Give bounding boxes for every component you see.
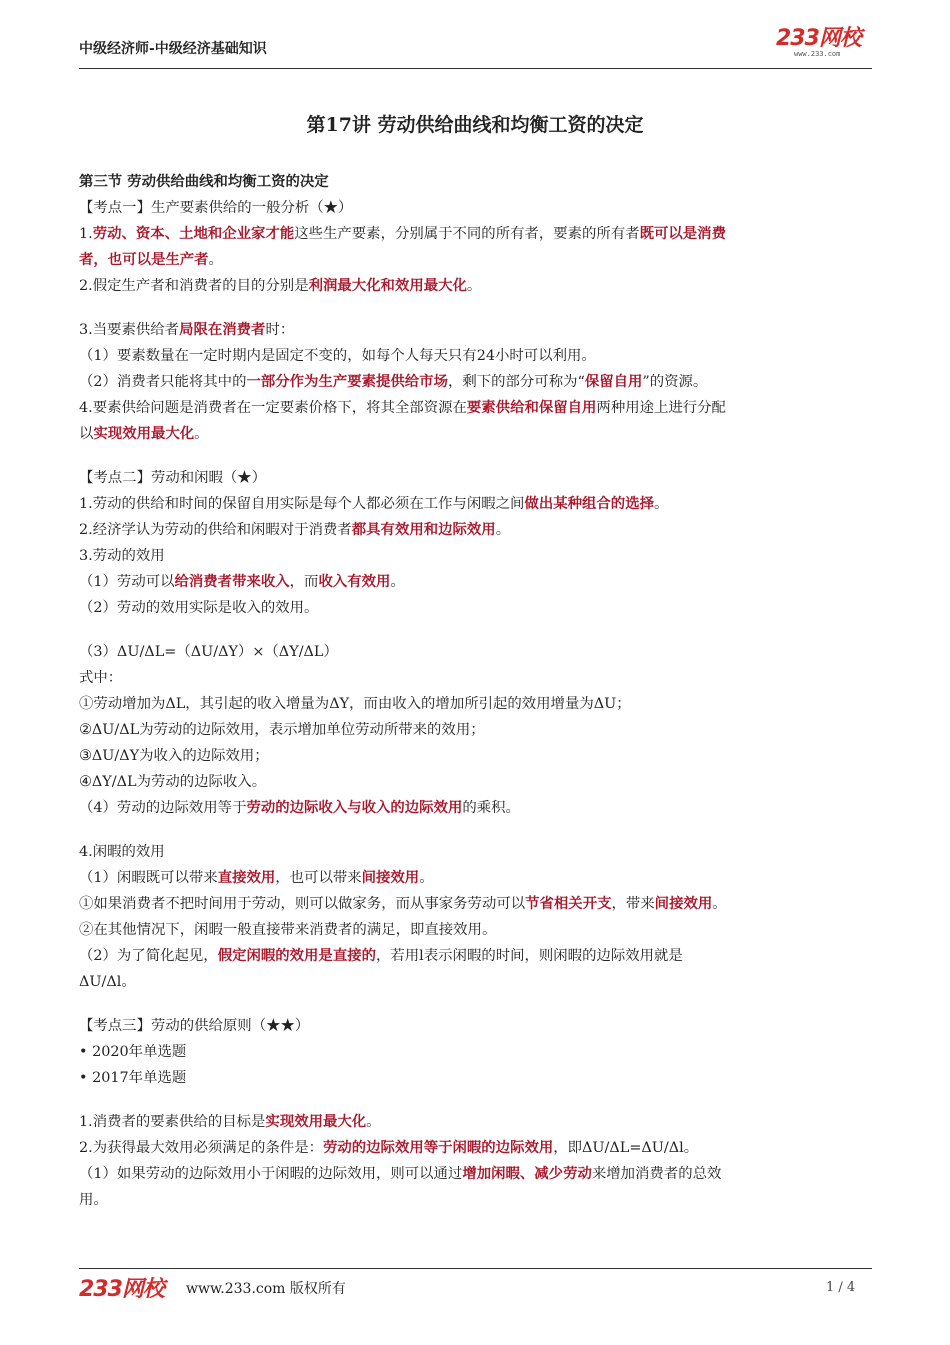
highlight-text: 增加闲暇、减少劳动 xyxy=(462,1165,592,1182)
text-line xyxy=(79,1112,381,1132)
text-segment: 3.劳动的效用 xyxy=(79,548,165,564)
text-segment: 。 xyxy=(419,870,434,886)
text-segment: 1.劳动的供给和时间的保留自用实际是每个人都必须在工作与闲暇之间 xyxy=(79,496,525,512)
text-line xyxy=(79,276,481,296)
text-segment: 4.要素供给问题是消费者在一定要素价格下，将其全部资源在 xyxy=(79,400,467,416)
text-line xyxy=(79,546,165,566)
highlight-text: 劳动的边际效用等于闲暇的边际效用 xyxy=(322,1139,554,1156)
text-segment: ①如果消费者不把时间用于劳动，则可以做家务，而从事家务劳动可以 xyxy=(79,896,526,912)
highlight-text: 利润最大化和效用最大化 xyxy=(308,277,467,294)
text-segment: （3）ΔU/ΔL=（ΔU/ΔY）×（ΔY/ΔL） xyxy=(79,644,338,660)
highlight-text: 做出某种组合的选择 xyxy=(524,495,654,512)
highlight-text: 劳动、资本、土地和企业家才能 xyxy=(92,225,295,242)
text-segment: ，而 xyxy=(289,574,319,590)
highlight-text: 要素供给和保留自用 xyxy=(466,399,597,416)
text-segment: 2.为获得最大效用必须满足的条件是： xyxy=(79,1140,323,1156)
text-line xyxy=(79,398,726,418)
highlight-text: 一部分作为生产要素提供给市场 xyxy=(246,373,448,390)
text-segment: 。 xyxy=(712,896,727,912)
text-segment: 来增加消费者的总效 xyxy=(591,1166,722,1182)
text-segment: 以 xyxy=(79,426,94,442)
text-segment: ，也可以带来 xyxy=(275,870,362,886)
text-segment: 。 xyxy=(495,522,511,538)
text-line xyxy=(79,894,727,914)
highlight-text: 假定闲暇的效用是直接的 xyxy=(217,947,376,964)
text-line xyxy=(79,224,726,244)
text-segment: ②在其他情况下，闲暇一般直接带来消费者的满足，即直接效用。 xyxy=(79,922,497,938)
text-segment: 用。 xyxy=(79,1192,108,1208)
text-segment: （1）要素数量在一定时期内是固定不变的，如每个人每天只有24小时可以利用。 xyxy=(79,348,596,364)
text-line xyxy=(79,198,352,218)
text-line xyxy=(79,598,318,618)
highlight-text: 节省相关开支 xyxy=(525,895,612,912)
highlight-text: 既可以是消费 xyxy=(639,225,726,242)
text-line xyxy=(79,1138,698,1158)
highlight-text: 收入有效用 xyxy=(318,573,391,590)
text-line xyxy=(79,642,338,662)
text-segment: 第三节 劳动供给曲线和均衡工资的决定 xyxy=(79,173,329,190)
footer-divider xyxy=(79,1268,872,1269)
text-line xyxy=(79,572,405,592)
highlight-text: 保留自用 xyxy=(584,373,643,390)
text-segment: 。 xyxy=(366,1114,381,1130)
text-line xyxy=(79,1164,721,1184)
text-line xyxy=(79,494,668,514)
text-segment: ”的资源。 xyxy=(642,374,708,390)
text-segment: ΔU/Δl。 xyxy=(79,974,136,990)
text-line xyxy=(79,468,266,488)
text-line xyxy=(79,1042,186,1062)
highlight-text: 间接效用 xyxy=(654,895,713,912)
text-segment: （4）劳动的边际效用等于 xyxy=(79,800,247,816)
text-segment: 【考点二】劳动和闲暇（★） xyxy=(79,470,267,486)
text-segment: 的乘积。 xyxy=(462,800,520,816)
text-line xyxy=(79,720,485,740)
highlight-text: 劳动的边际收入与收入的边际效用 xyxy=(246,799,463,816)
text-segment: ①劳动增加为ΔL，其引起的收入增量为ΔY，而由收入的增加所引起的效用增量为ΔU； xyxy=(79,696,631,712)
text-line xyxy=(79,746,269,766)
header-title: 中级经济师-中级经济基础知识 xyxy=(79,41,267,57)
page-number: 1 / 4 xyxy=(826,1280,856,1295)
text-line xyxy=(79,798,520,818)
text-segment: （2）劳动的效用实际是收入的效用。 xyxy=(79,600,319,616)
text-segment: 两种用途上进行分配 xyxy=(596,400,726,416)
document-title: 第17讲 劳动供给曲线和均衡工资的决定 xyxy=(306,114,644,136)
text-segment: （1）闲暇既可以带来 xyxy=(79,870,218,886)
text-line xyxy=(79,250,223,270)
text-segment: • 2020年单选题 xyxy=(79,1044,187,1060)
text-line xyxy=(79,346,596,366)
highlight-text: 者，也可以是生产者 xyxy=(79,251,209,268)
text-line xyxy=(79,694,631,714)
logo-url: www.233.com xyxy=(794,50,841,58)
text-segment: （1）如果劳动的边际效用小于闲暇的边际效用，则可以通过 xyxy=(79,1166,463,1182)
text-segment: ，若用l表示闲暇的时间，则闲暇的边际效用就是 xyxy=(376,948,683,964)
text-line xyxy=(79,946,683,966)
text-line xyxy=(79,920,496,940)
text-segment: （2）消费者只能将其中的 xyxy=(79,374,247,390)
text-segment: 2.经济学认为劳动的供给和闲暇对于消费者 xyxy=(79,522,352,538)
text-segment: ③ΔU/ΔY为收入的边际效用； xyxy=(79,748,269,764)
text-segment: 【考点三】劳动的供给原则（★★） xyxy=(79,1018,310,1034)
text-segment: 。 xyxy=(208,252,223,268)
text-line xyxy=(79,424,209,444)
footer-logo: 233网校 xyxy=(79,1277,164,1302)
highlight-text: 间接效用 xyxy=(361,869,420,886)
text-segment: 时： xyxy=(265,322,295,338)
text-segment: 这些生产要素，分别属于不同的所有者，要素的所有者 xyxy=(294,226,640,242)
text-segment: 。 xyxy=(466,278,482,294)
footer-copyright: www.233.com 版权所有 xyxy=(186,1281,346,1297)
text-line xyxy=(79,842,165,862)
highlight-text: 给消费者带来收入 xyxy=(174,573,290,590)
highlight-text: 实现效用最大化 xyxy=(93,425,195,442)
highlight-text: 都具有效用和边际效用 xyxy=(351,521,496,538)
text-line xyxy=(79,1068,186,1088)
text-segment: 式中： xyxy=(79,670,123,686)
text-segment: 。 xyxy=(194,426,209,442)
text-line xyxy=(79,668,122,688)
text-segment: 3.当要素供给者 xyxy=(79,322,180,338)
header-logo xyxy=(776,28,876,62)
text-line xyxy=(79,1016,309,1036)
text-segment: 。 xyxy=(390,574,405,590)
text-segment: （1）劳动可以 xyxy=(79,574,175,590)
highlight-text: 直接效用 xyxy=(217,869,276,886)
text-segment: （2）为了简化起见， xyxy=(79,948,218,964)
text-segment: ，即ΔU/ΔL=ΔU/Δl。 xyxy=(553,1140,699,1156)
highlight-text: 局限在消费者 xyxy=(179,321,266,338)
text-segment: 4.闲暇的效用 xyxy=(79,844,165,860)
header-divider xyxy=(79,68,872,69)
text-segment: ，剩下的部分可称为“ xyxy=(447,374,585,390)
logo-text: 233网校 xyxy=(776,26,861,51)
text-segment: ②ΔU/ΔL为劳动的边际效用，表示增加单位劳动所带来的效用； xyxy=(79,722,485,738)
text-line xyxy=(79,772,266,792)
text-line xyxy=(79,320,294,340)
text-line xyxy=(79,868,434,888)
highlight-text: 实现效用最大化 xyxy=(265,1113,367,1130)
text-line xyxy=(79,972,136,992)
text-segment: ④ΔY/ΔL为劳动的边际收入。 xyxy=(79,774,267,790)
text-line xyxy=(79,1190,108,1210)
text-segment: 1. xyxy=(79,226,93,242)
text-segment: 2.假定生产者和消费者的目的分别是 xyxy=(79,278,309,294)
text-segment: 1.消费者的要素供给的目标是 xyxy=(79,1114,266,1130)
text-line xyxy=(79,172,329,192)
text-segment: ，带来 xyxy=(611,896,655,912)
text-line xyxy=(79,372,707,392)
text-segment: 【考点一】生产要素供给的一般分析（★） xyxy=(79,200,353,216)
text-segment: 。 xyxy=(653,496,669,512)
text-segment: • 2017年单选题 xyxy=(79,1070,187,1086)
text-line xyxy=(79,520,510,540)
